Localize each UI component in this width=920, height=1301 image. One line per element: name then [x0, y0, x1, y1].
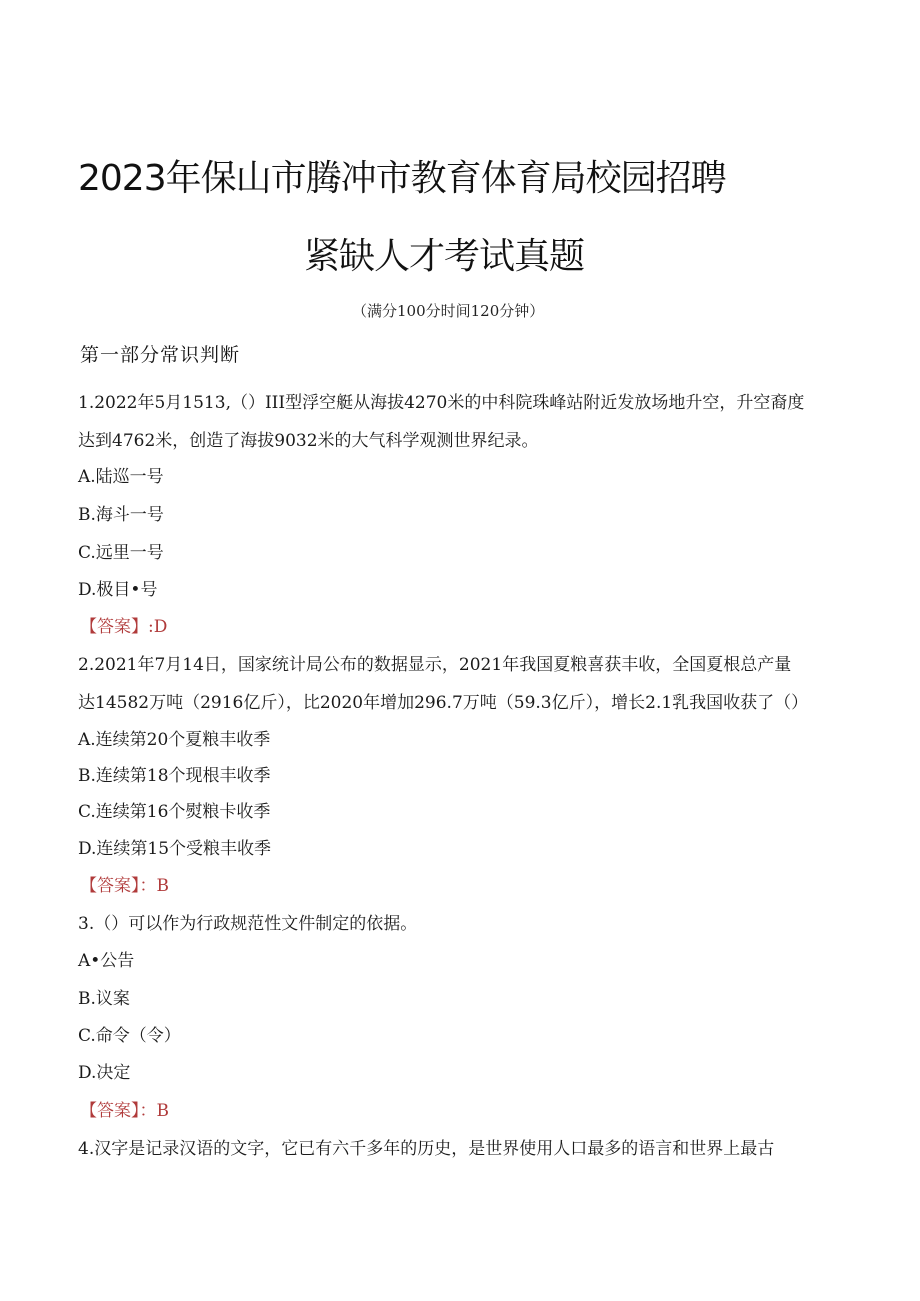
question-3-option-c: C.命令（令） — [78, 1026, 181, 1046]
question-3-stem-line-1: 3.（）可以作为行政规范性文件制定的依据。 — [78, 914, 418, 934]
question-1-option-b: B.海斗一号 — [78, 505, 164, 525]
question-2-option-d: D.连续第15个受粮丰收季 — [78, 839, 272, 859]
question-3-option-a: A•公告 — [78, 951, 135, 971]
question-1-answer: 【答案】:D — [80, 617, 168, 637]
question-2-option-a: A.连续第20个夏粮丰收季 — [78, 730, 271, 750]
question-3-answer: 【答案】：B — [80, 1101, 169, 1121]
question-2-option-c: C.连续第16个熨粮卡收季 — [78, 802, 271, 822]
exam-duration-note: （满分100分时间120分钟） — [352, 302, 545, 320]
question-2-stem-line-2: 达14582万吨（2916亿斤），比2020年增加296.7万吨（59.3亿斤），增长2.1乳我国收获了（） — [78, 693, 809, 713]
question-3-option-b: B.议案 — [78, 989, 130, 1009]
section-heading: 第一部分常识判断 — [80, 344, 241, 366]
question-1-option-a: A.陆巡一号 — [78, 467, 164, 487]
document-title-line-1: 2023年保山市腾冲市教育体育局校园招聘 — [78, 158, 726, 199]
question-1-option-d: D.极目•号 — [78, 580, 158, 600]
question-2-answer: 【答案】：B — [80, 876, 169, 896]
question-1-option-c: C.远里一号 — [78, 543, 164, 563]
question-1-stem-line-2: 达到4762米，创造了海拔9032米的大气科学观测世界纪录。 — [78, 431, 539, 451]
question-3-option-d: D.决定 — [78, 1063, 131, 1083]
document-title-line-2: 紧缺人才考试真题 — [304, 236, 585, 277]
question-2-option-b: B.连续第18个现根丰收季 — [78, 766, 271, 786]
question-2-stem-line-1: 2.2021年7月14日，国家统计局公布的数据显示，2021年我国夏粮喜获丰收，全国夏根总产量 — [78, 655, 792, 675]
question-1-stem-line-1: 1.2022年5月1513,（）III型浮空艇从海拔4270米的中科院珠峰站附近发放场地升空，升空裔度 — [78, 393, 805, 413]
question-4-stem-line-1: 4.汉字是记录汉语的文字，它已有六千多年的历史，是世界使用人口最多的语言和世界上最古 — [78, 1139, 775, 1159]
